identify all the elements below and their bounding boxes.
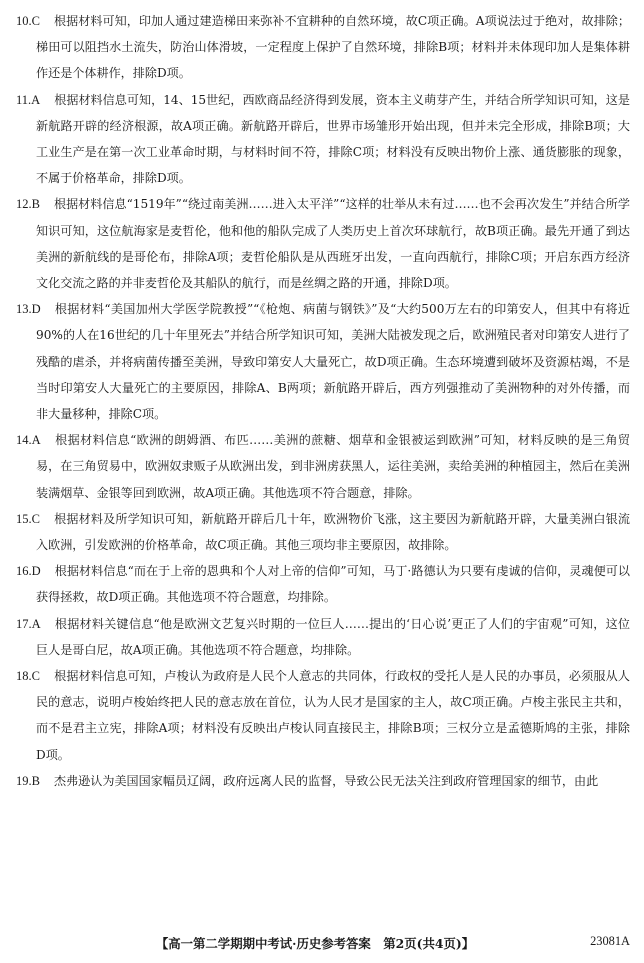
answer-letter: D bbox=[31, 564, 41, 579]
explanation-text: 根据材料信息可知，14、15世纪，西欧商品经济得到发展，资本主义萌芽产生，并结合所学知识可知，这是新航路开辟的经济根源，故A项正确。新航路开辟后，世界市场雏形开始出现，但并未完全形成，排除B项；大工业生产是在第一次工业革命时期，与材料时间不符，排除C项；材料没有反映出物价上涨、通货膨胀的现象，不属于价格革命，排除D项。 bbox=[36, 92, 630, 186]
page-footer bbox=[0, 934, 630, 954]
answer-item-13 bbox=[16, 296, 630, 427]
question-number: 12. bbox=[16, 197, 32, 212]
answer-letter: A bbox=[31, 433, 41, 448]
question-number: 16. bbox=[16, 564, 32, 579]
explanation-text: 杰弗逊认为美国国家幅员辽阔，政府远离人民的监督，导致公民无法关注到政府管理国家的细节，由此 bbox=[53, 773, 599, 788]
explanation-text: 根据材料信息可知，卢梭认为政府是人民个人意志的共同体，行政权的受托人是人民的办事员，必须服从人民的意志，说明卢梭始终把人民的意志放在首位，认为人民才是国家的主人，故C项正确。卢梭主张民主共和，而不是君主立宪，排除A项；材料没有反映出卢梭认同直接民主，排除B项；三权分立是孟德斯鸠的主张，排除D项。 bbox=[36, 669, 630, 762]
question-number: 13. bbox=[16, 302, 32, 317]
paper-code: 23081A bbox=[590, 934, 630, 948]
answer-letter: B bbox=[31, 197, 40, 212]
answer-letter: C bbox=[31, 14, 40, 28]
explanation-text: 根据材料信息“欧洲的朗姆酒、布匹……美洲的蔗糖、烟草和金银被运到欧洲”可知，材料反映的是三角贸易，在三角贸易中，欧洲奴隶贩子从欧洲出发，到非洲虏获黑人，运往美洲，卖给美洲的种植园主，然后在美洲装满烟草、金银等回到欧洲，故A项正确。其他选项不符合题意，排除。 bbox=[36, 433, 630, 500]
footer-title: 【高一第二学期期中考试·历史参考答案 第2页(共4页)】 bbox=[155, 936, 475, 951]
answer-item-15 bbox=[16, 506, 630, 558]
question-number: 18. bbox=[16, 669, 32, 684]
answer-letter: B bbox=[31, 773, 40, 788]
answer-item-17 bbox=[16, 611, 630, 663]
answer-item-10 bbox=[16, 8, 630, 87]
question-number: 17. bbox=[16, 616, 32, 631]
question-number: 19. bbox=[16, 773, 32, 788]
answer-item-12 bbox=[16, 191, 630, 296]
explanation-text: 根据材料信息“1519年”“绕过南美洲……进入太平洋”“这样的壮举从未有过……也不会再次发生”并结合所学知识可知，这位航海家是麦哲伦，他和他的船队完成了人类历史上首次环球航行，故B项正确。最先开通了到达美洲的新航线的是哥伦布，排除A项；麦哲伦船队是从西班牙出发，一直向西航行，排除C项；开启东西方经济文化交流之路的并非麦哲伦及其船队的航行，而是丝绸之路的开通，排除D项。 bbox=[36, 197, 630, 291]
question-number: 11. bbox=[16, 92, 32, 107]
answer-item-19 bbox=[16, 768, 630, 794]
answer-item-14 bbox=[16, 427, 630, 506]
answer-item-18 bbox=[16, 663, 630, 768]
answer-item-11 bbox=[16, 87, 630, 192]
explanation-text: 根据材料可知，印加人通过建造梯田来弥补不宜耕种的自然环境，故C项正确。A项说法过于绝对，故排除；梯田可以阻挡水土流失，防治山体滑坡，一定程度上保护了自然环境，排除B项；材料并未体现印加人是集体耕作还是个体耕作，排除D项。 bbox=[36, 14, 630, 81]
answer-letter: A bbox=[31, 616, 41, 631]
answer-letter: A bbox=[31, 92, 41, 107]
explanation-text: 根据材料关键信息“他是欧洲文艺复兴时期的一位巨人……提出的‘日心说’更正了人们的宇宙观”可知，这位巨人是哥白尼，故A项正确。其他选项不符合题意，均排除。 bbox=[36, 616, 630, 657]
answer-item-16 bbox=[16, 558, 630, 610]
answer-letter: C bbox=[31, 511, 40, 526]
explanation-text: 根据材料信息“而在于上帝的恩典和个人对上帝的信仰”可知，马丁·路德认为只要有虔诚的信仰，灵魂便可以获得拯救，故D项正确。其他选项不符合题意，均排除。 bbox=[36, 564, 630, 605]
answer-letter: D bbox=[31, 302, 41, 317]
question-number: 15. bbox=[16, 511, 32, 526]
answer-letter: C bbox=[31, 669, 40, 684]
explanation-text: 根据材料“美国加州大学医学院教授”“《枪炮、病菌与钢铁》”及“大约500万左右的印第安人，但其中有将近90%的人在16世纪的几十年里死去”并结合所学知识可知，美洲大陆被发现之后，欧洲殖民者对印第安人进行了残酷的虐杀，并将病菌传播至美洲，导致印第安人大量死亡，故D项正确。生态环境遭到破坏及资源枯竭，不是当时印第安人大量死亡的主要原因，排除A、B两项；新航路开辟后，西方列强推动了美洲物种的对外传播，而非大量移种，排除C项。 bbox=[36, 302, 630, 422]
explanation-text: 根据材料及所学知识可知，新航路开辟后几十年，欧洲物价飞涨，这主要因为新航路开辟，大量美洲白银流入欧洲，引发欧洲的价格革命，故C项正确。其他三项均非主要原因，故排除。 bbox=[36, 511, 630, 553]
question-number: 14. bbox=[16, 433, 32, 448]
question-number: 10. bbox=[16, 14, 32, 28]
answer-list bbox=[16, 8, 630, 794]
